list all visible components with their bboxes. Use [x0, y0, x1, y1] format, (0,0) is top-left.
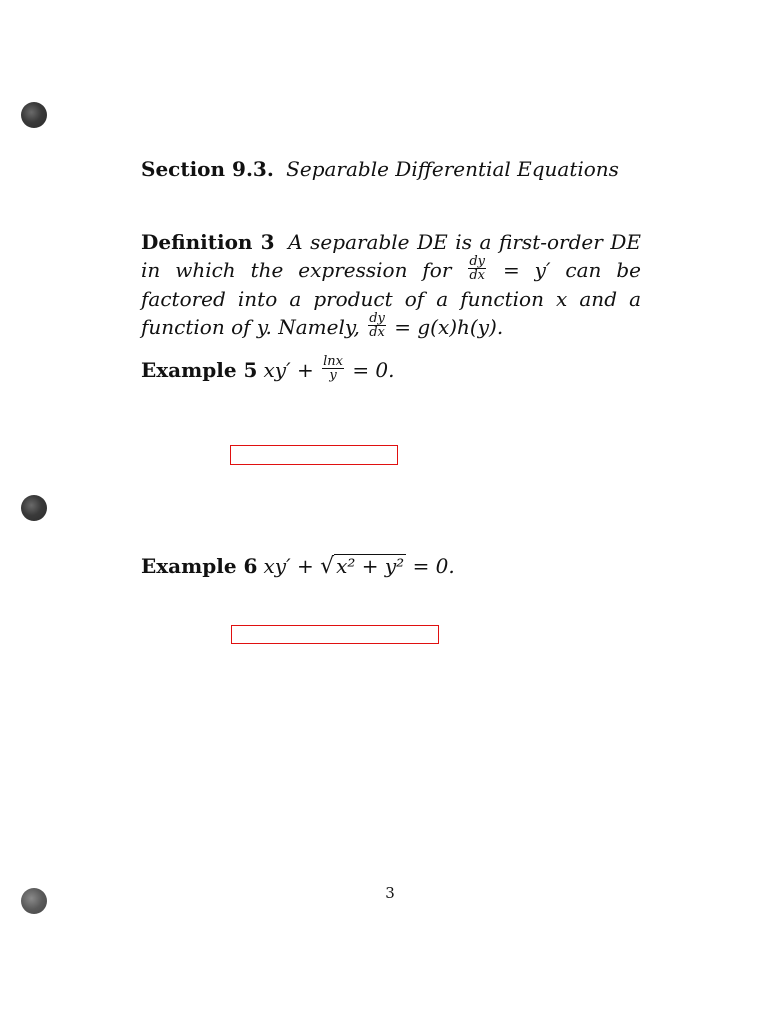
example-5-expr-lead: xy′ +: [263, 358, 314, 382]
page-number: 3: [385, 884, 395, 902]
fraction-numerator: dy: [369, 311, 385, 326]
section-heading: [141, 155, 641, 183]
example-5-label: Example 5: [141, 358, 258, 382]
definition-text-1: A separable DE is a first-order DE in which the expression for: [141, 230, 641, 282]
lnx-over-y-fraction: [322, 355, 344, 382]
example-6: [141, 552, 641, 581]
definition-text-2: = y′ can be factored into a product of a function x and a function of y. Namely,: [141, 258, 641, 339]
example-6-expr-lead: xy′ +: [263, 554, 314, 578]
answer-box-example-5[interactable]: [230, 445, 398, 465]
fraction-denominator: y: [329, 368, 337, 383]
section-label: Section 9.3.: [141, 157, 274, 181]
fraction-numerator: dy: [469, 254, 486, 269]
example-5-expr-tail: = 0.: [352, 358, 395, 382]
square-root-icon: √: [320, 554, 335, 579]
punch-hole-bottom: [21, 888, 47, 914]
fraction-denominator: dx: [469, 268, 485, 283]
example-5: [141, 356, 641, 385]
example-6-expr-tail: = 0.: [412, 554, 455, 578]
section-title: Separable Differential Equations: [286, 157, 619, 181]
definition-text-3: = g(x)h(y).: [394, 315, 504, 339]
dy-dx-fraction: [468, 255, 486, 282]
dy-dx-fraction-2: [368, 312, 386, 339]
definition-block: [141, 228, 641, 342]
punch-hole-top: [21, 102, 47, 128]
fraction-denominator: dx: [369, 325, 385, 340]
radicand: x² + y²: [336, 554, 405, 578]
answer-box-example-6[interactable]: [231, 625, 439, 644]
example-6-label: Example 6: [141, 554, 258, 578]
punch-hole-middle: [21, 495, 47, 521]
fraction-numerator: lnx: [323, 354, 343, 369]
definition-label: Definition 3: [141, 230, 275, 254]
